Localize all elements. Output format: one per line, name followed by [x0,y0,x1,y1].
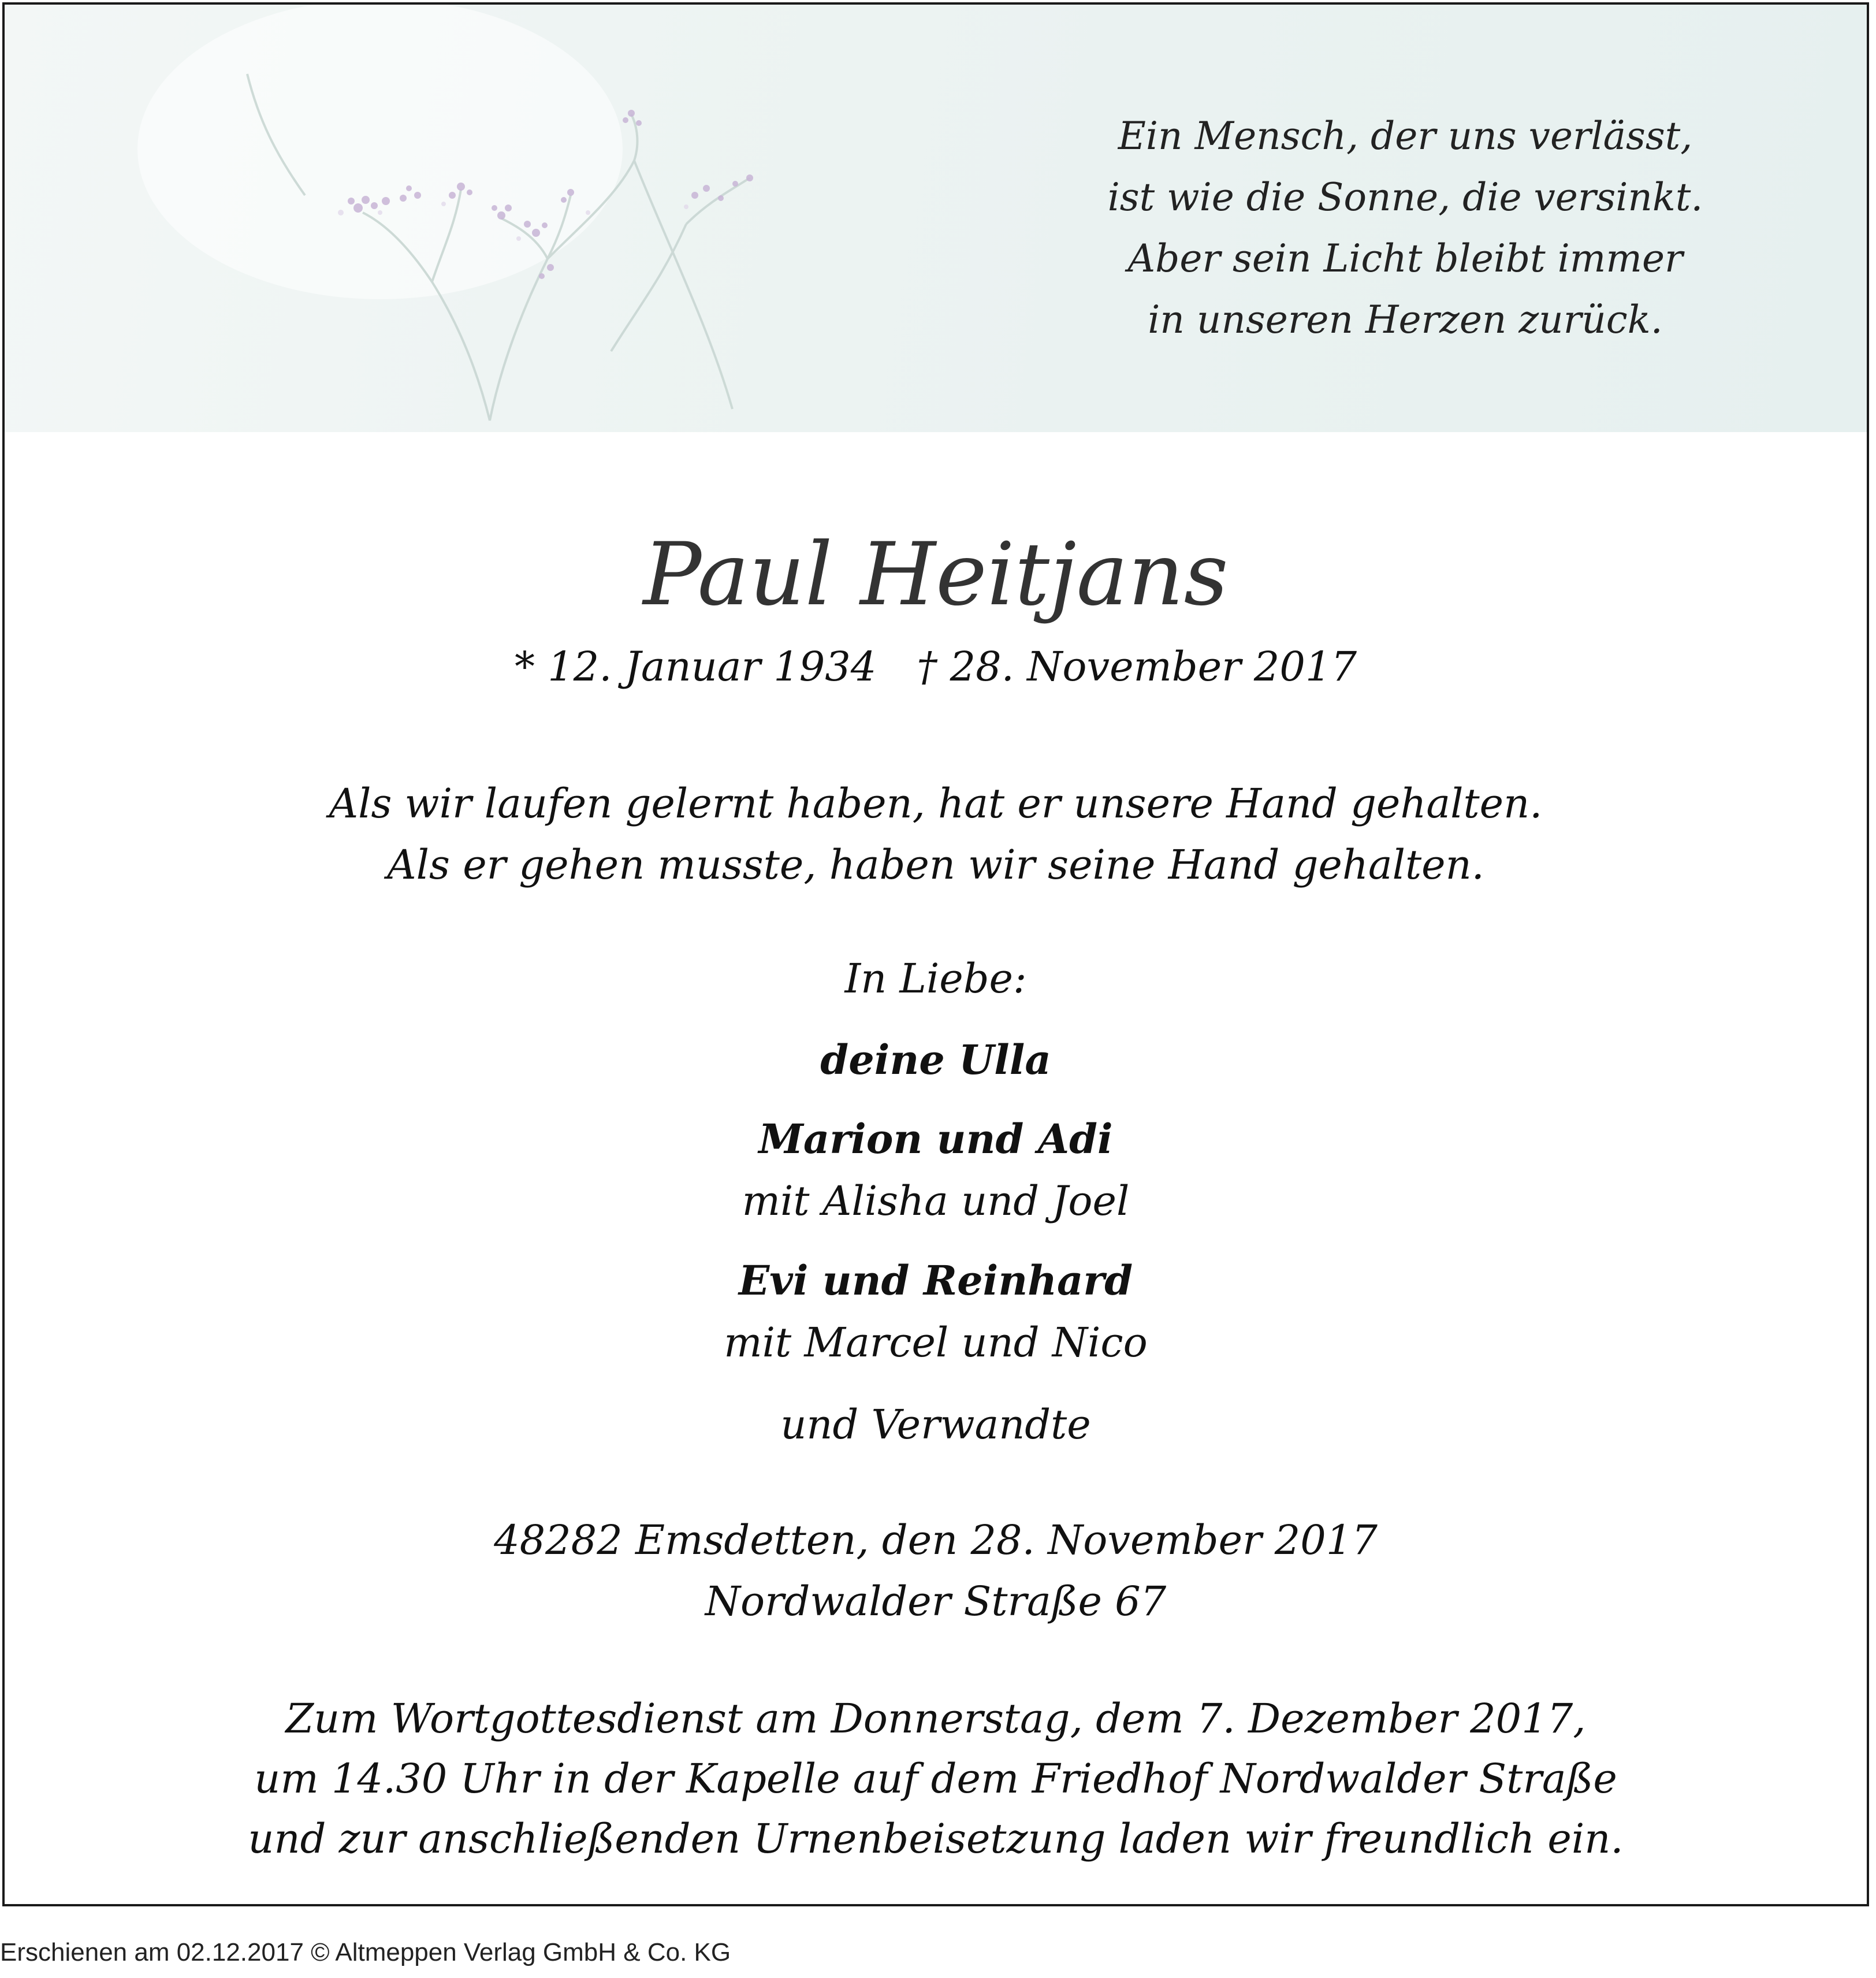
poem-line: Als wir laufen gelernt haben, hat er unsere Hand gehalten. [329,780,1543,827]
mourner-relatives: und Verwandte [780,1401,1091,1448]
header-image [5,5,1867,432]
gypsophila-flowers-illustration [5,5,987,432]
poem-verse [5,773,1867,895]
deceased-name: Paul Heitjans [643,525,1229,625]
service-line: und zur anschließenden Urnenbeisetzung laden wir freundlich ein. [248,1815,1624,1862]
service-line: um 14.30 Uhr in der Kapelle auf dem Friedhof Nordwalder Straße [254,1755,1617,1802]
poem-line: Als er gehen musste, haben wir seine Hand gehalten. [387,841,1484,888]
motto-line: Ein Mensch, der uns verlässt, [1118,114,1693,158]
mourner-family-2: Evi und Reinhard [738,1256,1133,1304]
motto-line: in unseren Herzen zurück. [1148,298,1663,342]
mourner-spouse: deine Ulla [820,1036,1051,1084]
service-line: Zum Wortgottesdienst am Donnerstag, dem 7. Dezember 2017, [285,1695,1586,1742]
motto-verse [987,106,1824,351]
place-date: 48282 Emsdetten, den 28. November 2017 [494,1516,1378,1564]
publication-footer: Erschienen am 02.12.2017 © Altmeppen Verlag GmbH & Co. KG [0,1938,731,1966]
mourner-family-2-children: mit Marcel und Nico [724,1319,1148,1366]
motto-line: Aber sein Licht bleibt immer [1127,236,1683,281]
address-block [5,1509,1867,1632]
death-date: † 28. November 2017 [917,643,1357,690]
obituary-notice [2,2,1869,1906]
mourner-family-1: Marion und Adi [758,1115,1113,1163]
mourners-intro: In Liebe: [844,955,1027,1002]
birth-date: * 12. Januar 1934 [514,643,877,690]
mourner-family-1-children: mit Alisha und Joel [742,1177,1130,1225]
life-dates [5,643,1867,690]
service-info [5,1689,1867,1869]
motto-line: ist wie die Sonne, die versinkt. [1107,175,1703,220]
street-address: Nordwalder Straße 67 [705,1578,1167,1625]
